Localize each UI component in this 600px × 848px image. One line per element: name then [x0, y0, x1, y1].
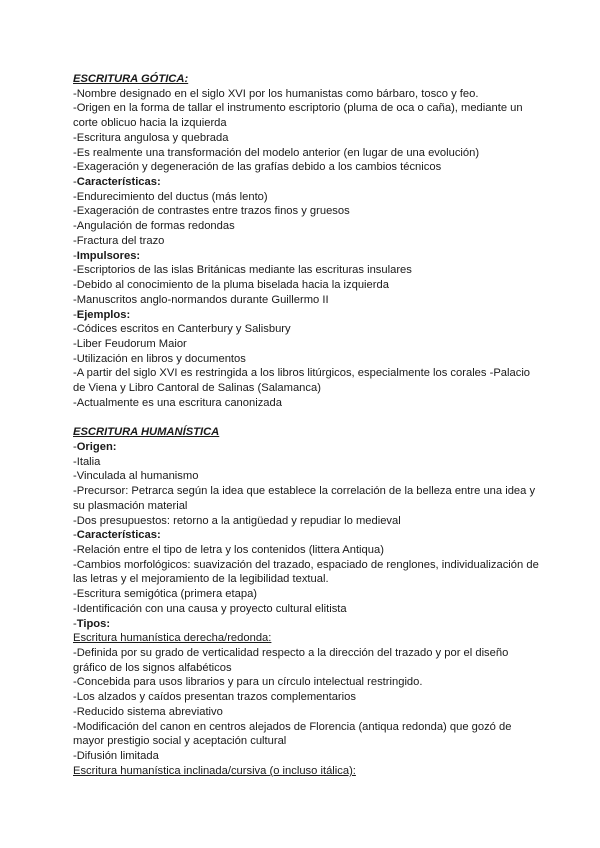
bullet-line: -Precursor: Petrarca según la idea que establece la correlación de la belleza entre una idea y su plasmación material: [73, 485, 536, 512]
subheading-label: Tipos:: [76, 617, 111, 630]
bullet-line: -Italia: [73, 455, 101, 468]
bullet-line: -Relación entre el tipo de letra y los contenidos (littera Antiqua): [73, 544, 384, 556]
subsection-heading: Escritura humanística derecha/redonda:: [73, 632, 272, 645]
subsection-heading: Escritura humanística inclinada/cursiva (o incluso itálica):: [73, 764, 356, 777]
subheading-label: Características:: [76, 529, 161, 542]
bullet-line: -Manuscritos anglo-normandos durante Guillermo II: [73, 293, 329, 306]
bullet-line: -Concebida para usos librarios y para un círculo intelectual restringido.: [73, 676, 423, 689]
bullet-line: -Exageración y degeneración de las grafías debido a los cambios técnicos: [73, 161, 442, 174]
bullet-line: -Difusión limitada: [73, 750, 159, 763]
bullet-line: -Códices escritos en Canterbury y Salisbury: [73, 323, 291, 336]
bullet-line: -Escriptorios de las islas Británicas mediante las escrituras insulares: [73, 264, 412, 277]
section-gap: [73, 411, 543, 426]
bullet-line: -Los alzados y caídos presentan trazos complementarios: [73, 691, 356, 704]
bullet-line: -Escritura angulosa y quebrada: [73, 131, 229, 144]
subheading: [73, 617, 543, 632]
bullet-line: -Endurecimiento del ductus (más lento): [73, 190, 268, 203]
bullet-line: -Dos presupuestos: retorno a la antigüedad y repudiar lo medieval: [73, 514, 401, 527]
subheading: [73, 308, 543, 323]
bullet-line: -Modificación del canon en centros alejados de Florencia (antiqua redonda) que gozó de mayor prestigio social y aceptación cultural: [73, 720, 512, 748]
bullet-line: -Exageración de contrastes entre trazos finos y gruesos: [73, 205, 350, 218]
subheading-label: Impulsores:: [76, 249, 141, 262]
bullet-line: -Nombre designado en el siglo XVI por los humanistas como bárbaro, tosco y feo.: [73, 87, 479, 100]
bullet-line: -Origen en la forma de tallar el instrumento escriptorio (pluma de oca o caña), mediante un corte oblicuo hacia la izquierda: [73, 102, 523, 130]
bullet-line: -Identificación con una causa y proyecto cultural elitista: [73, 602, 347, 615]
bullet-line: -A partir del siglo XVI es restringida a los libros litúrgicos, especialmente los corales -Palacio de Viena y Libro Cantoral de Salinas (Salamanca): [73, 367, 531, 395]
subheading: [73, 175, 543, 190]
subheading: [73, 440, 543, 455]
subheading: [73, 249, 543, 264]
bullet-line: -Actualmente es una escritura canonizada: [73, 396, 282, 409]
subheading-dash: -: [73, 308, 77, 321]
bullet-line: -Liber Feudorum Maior: [73, 337, 187, 350]
subheading-dash: -: [73, 617, 77, 630]
subheading-label: Características:: [76, 176, 161, 189]
document-page: [73, 72, 543, 779]
bullet-line: -Reducido sistema abreviativo: [73, 705, 223, 718]
subheading: [73, 528, 543, 543]
bullet-line: -Fractura del trazo: [73, 234, 165, 247]
bullet-line: -Escritura semigótica (primera etapa): [73, 588, 258, 601]
section-title: ESCRITURA HUMANÍSTICA: [73, 426, 220, 439]
bullet-line: -Utilización en libros y documentos: [73, 352, 246, 365]
subheading-dash: -: [73, 176, 77, 189]
subheading-label: Origen:: [76, 440, 117, 453]
bullet-line: -Cambios morfológicos: suavización del trazado, espaciado de renglones, individualización de las letras y el mejoramiento de la legibilidad textual.: [73, 558, 539, 586]
section-title: ESCRITURA GÓTICA:: [73, 73, 189, 85]
bullet-line: -Angulación de formas redondas: [73, 220, 235, 233]
subheading-dash: -: [73, 440, 77, 453]
bullet-line: -Debido al conocimiento de la pluma biselada hacia la izquierda: [73, 279, 389, 292]
bullet-line: -Definida por su grado de verticalidad respecto a la dirección del trazado y por el diseño gráfico de los signos alfabéticos: [73, 647, 509, 674]
subheading-label: Ejemplos:: [76, 308, 131, 321]
subheading-dash: -: [73, 529, 77, 542]
bullet-line: -Vinculada al humanismo: [73, 470, 199, 483]
bullet-line: -Es realmente una transformación del modelo anterior (en lugar de una evolución): [73, 146, 480, 159]
subheading-dash: -: [73, 249, 77, 262]
